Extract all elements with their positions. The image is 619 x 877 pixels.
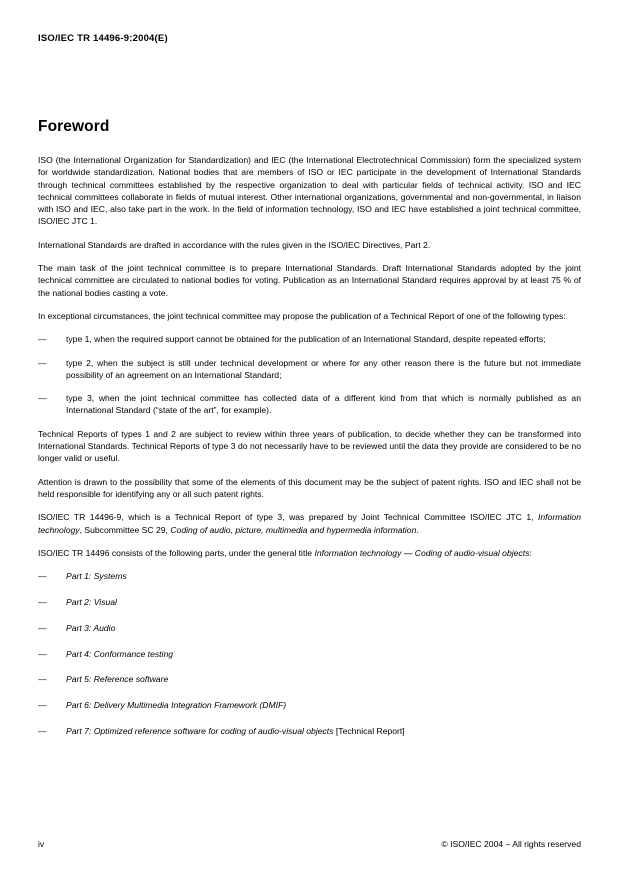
prepared-by-lead: ISO/IEC TR 14496-9, which is a Technical Report of type 3, was prepared by Joint Technical Committee ISO/IEC JTC 1, — [38, 512, 538, 523]
part-suffix: [Technical Report] — [333, 725, 405, 736]
part-label: Part 3: Audio — [66, 622, 116, 633]
paragraph-3: The main task of the joint technical committee is to prepare International Standards. Draft International Standards adopted by the joint technical committee are circulated to national bodies for voting. Publication as an International Standard requires approval by at least 75 % of the national bodies casting a vote. — [38, 263, 581, 298]
paragraph-5: Technical Reports of types 1 and 2 are subject to review within three years of publication, to decide whether they can be transformed into International Standards. Technical Reports of type 3 do not necessarily have to be reviewed until the data they provide are considered to be no longer valid or useful. — [38, 428, 581, 464]
list-item — [38, 596, 581, 608]
part-label: Part 6: Delivery Multimedia Integration Framework (DMIF) — [66, 700, 287, 711]
list-item — [38, 622, 581, 634]
dash-bullet: — — [38, 334, 47, 345]
prepared-by-mid: , Subcommittee SC 29, — [79, 524, 171, 535]
prepared-by-italic-1: Information technology — [38, 512, 581, 535]
list-item — [38, 570, 581, 582]
dash-bullet: — — [38, 725, 47, 736]
part-label: Part 1: Systems — [66, 571, 127, 582]
page-footer — [38, 839, 581, 849]
parts-intro-lead: ISO/IEC TR 14496 consists of the following parts, under the general title — [38, 547, 315, 558]
copyright-notice: © ISO/IEC 2004 – All rights reserved — [441, 839, 581, 849]
dash-bullet: — — [38, 571, 47, 582]
parts-intro-end: : — [529, 547, 532, 558]
part-label: Part 7: Optimized reference software for coding of audio-visual objects — [66, 725, 334, 736]
page-title: Foreword — [38, 118, 110, 135]
dash-bullet: — — [38, 596, 47, 607]
paragraph-1: ISO (the International Organization for Standardization) and IEC (the International Electrotechnical Commission) form the specialized system for worldwide standardization. National bodies that are members of ISO or IEC participate in the development of International Standards through technical committees established by the respective organization to deal with particular fields of technical activity. ISO and IEC technical committees collaborate in fields of mutual interest. Other international organizations, governmental and non-governmental, in liaison with ISO and IEC, also take part in the work. In the field of information technology, ISO and IEC have established a joint technical committee, ISO/IEC JTC 1. — [38, 155, 581, 227]
list-item — [38, 725, 581, 737]
paragraph-6: Attention is drawn to the possibility that some of the elements of this document may be the subject of patent rights. ISO and IEC shall not be held responsible for identifying any or all such patent rights. — [38, 476, 581, 499]
dash-bullet: — — [38, 622, 47, 633]
list-item-label: type 2, when the subject is still under technical development or where for any other reason there is the future but not immediate possibility of an agreement on an International Standard; — [66, 357, 581, 380]
list-item — [38, 648, 581, 660]
dash-bullet: — — [38, 393, 47, 404]
part-label: Part 5: Reference software — [66, 674, 169, 685]
list-item — [38, 392, 581, 417]
list-item — [38, 333, 581, 345]
paragraph-prepared-by — [38, 511, 581, 536]
paragraph-2: International Standards are drafted in accordance with the rules given in the ISO/IEC Directives, Part 2. — [38, 239, 431, 250]
page-header: ISO/IEC TR 14496-9:2004(E) — [38, 33, 168, 44]
list-item — [38, 673, 581, 685]
paragraph-4: In exceptional circumstances, the joint technical committee may propose the publication of a Technical Report of one of the following types: — [38, 310, 566, 321]
list-item-label: type 3, when the joint technical committee has collected data of a different kind from that which is normally published as an International Standard (“state of the art”, for example). — [66, 393, 581, 416]
dash-bullet: — — [38, 700, 47, 711]
prepared-by-italic-2: Coding of audio, picture, multimedia and hypermedia information — [170, 524, 417, 535]
part-label: Part 4: Conformance testing — [66, 648, 173, 659]
list-item-label: type 1, when the required support cannot be obtained for the publication of an International Standard, despite repeated efforts; — [66, 334, 546, 345]
list-item — [38, 357, 581, 382]
parts-intro-italic: Information technology — Coding of audio-visual objects — [314, 547, 530, 558]
part-label: Part 2: Visual — [66, 596, 117, 607]
document-content — [38, 118, 581, 751]
list-item — [38, 699, 581, 711]
page-number: iv — [38, 839, 45, 849]
prepared-by-end: . — [416, 524, 419, 535]
dash-bullet: — — [38, 357, 47, 368]
dash-bullet: — — [38, 674, 47, 685]
dash-bullet: — — [38, 648, 47, 659]
paragraph-parts-intro — [38, 547, 581, 559]
